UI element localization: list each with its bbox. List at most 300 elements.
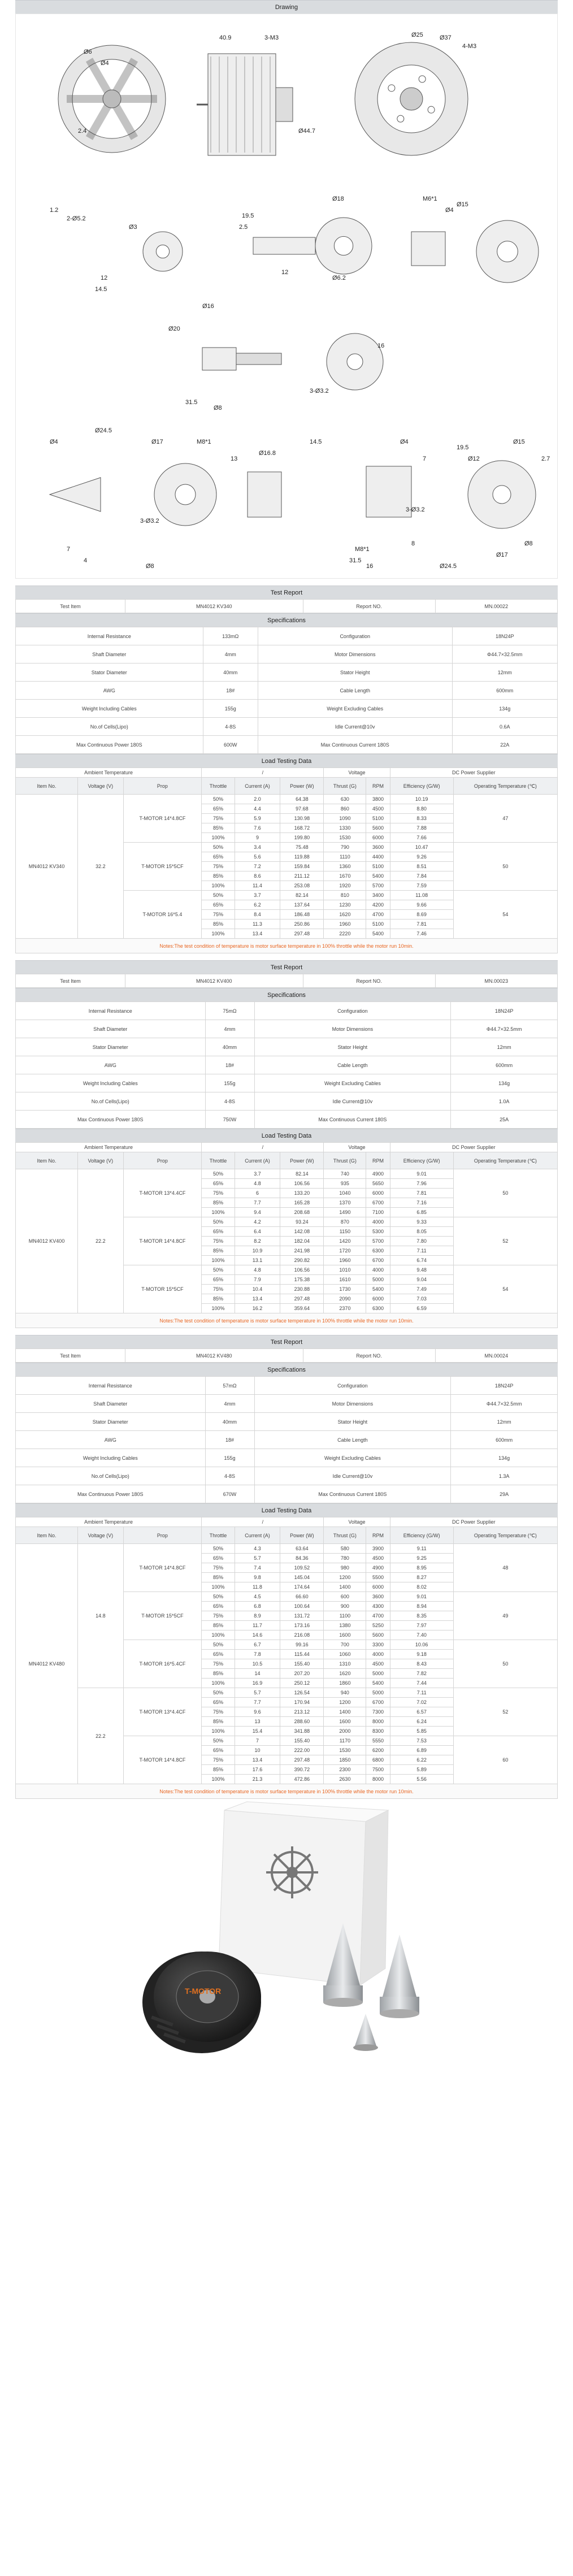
data-cell: 2090 [324, 1294, 366, 1304]
data-cell: 7.11 [390, 1246, 453, 1256]
spec-cell: 750W [205, 1111, 254, 1129]
temperature-cell: 54 [453, 891, 557, 939]
data-cell: 250.86 [280, 920, 324, 929]
data-cell: 6.85 [390, 1208, 453, 1217]
data-cell: 142.08 [280, 1227, 324, 1237]
data-cell: 50% [202, 1217, 235, 1227]
data-cell: 5650 [366, 1179, 390, 1189]
temperature-cell: 50 [453, 1169, 557, 1217]
data-cell: 980 [324, 1563, 366, 1573]
spec-row [16, 627, 558, 645]
data-cell: 6.59 [390, 1304, 453, 1313]
spec-row [16, 1092, 558, 1111]
data-cell: 5300 [366, 1227, 390, 1237]
drawing-title: Drawing [275, 4, 298, 11]
data-cell: 21.3 [235, 1775, 280, 1784]
data-cell: 9 [235, 833, 280, 843]
dimension-label: Ø18 [332, 196, 344, 202]
spec-cell: Stator Diameter [16, 1413, 206, 1431]
data-cell: 8000 [366, 1717, 390, 1727]
notes: Notes:The test condition of temperature is motor surface temperature in 100% throttle while the motor run 10min. [15, 1313, 558, 1328]
data-cell: 860 [324, 804, 366, 814]
adapter-side-view [202, 348, 236, 370]
column-header: Current (A) [235, 1527, 280, 1544]
spec-row [16, 1074, 558, 1092]
data-cell: 11.7 [235, 1621, 280, 1630]
data-cell: 1330 [324, 823, 366, 833]
spec-cell: Idle Current@10v [258, 718, 452, 736]
spec-cell: Idle Current@10v [254, 1467, 451, 1485]
data-cell: 1010 [324, 1265, 366, 1275]
data-cell: 7.02 [390, 1698, 453, 1707]
data-cell: 6300 [366, 1304, 390, 1313]
temperature-cell: 60 [453, 1736, 557, 1784]
voltage-cell: 32.2 [78, 795, 123, 939]
data-cell: 7.8 [235, 1650, 280, 1659]
data-cell: 6700 [366, 1698, 390, 1707]
column-header: Prop [123, 778, 202, 795]
dimension-label: 13 [231, 456, 238, 462]
data-cell: 85% [202, 823, 235, 833]
load-testing-table: Ambient Temperature / Voltage DC Power Supplier Item No. Voltage (V) Prop Throttle Current (A) Power (W) Thrust (G) RPM Efficiency (G/W) Operating Temperature (℃) MN4012 KV400 22.2 T-MOTOR 13*4.4CF 50% 3.7 82.14 740 4900 9.01 50 65% 4.8 106.56 935 5650 7.96 75% 6 133.20 1040 6000 7.81 85% 7.7 165.28 1370 6700 7.16 100% 9.4 208.68 1490 7100 6.85 T-MOTOR 14*4.8CF 50% 4.2 93.24 870 4000 9.33 52 65% 6.4 142.08 1150 5300 8.05 75% 8.2 182.04 1420 5700 7.80 85% 10.9 241.98 1720 6300 7.11 100% 13.1 290.82 1960 6700 6.74 T-MOTOR 15*5CF 50% 4.8 106.56 1010 4000 9.48 54 65% 7.9 175.38 1610 5000 9.04 75% 10.4 230.88 1730 5400 7.49 85% 13.4 297.48 2090 6000 7.03 100% 16.2 359.64 2370 6300 6.59 [15, 1142, 558, 1313]
data-cell: 75% [202, 910, 235, 920]
dimension-label: 7 [67, 546, 71, 553]
spec-cell: 29A [451, 1485, 558, 1503]
spec-cell: 600W [203, 736, 258, 754]
data-cell: 7.03 [390, 1294, 453, 1304]
data-cell: 1230 [324, 900, 366, 910]
dimension-label: Ø44.7 [298, 128, 315, 135]
prop-cell: T-MOTOR 16*5.4 [123, 891, 202, 939]
data-cell: 106.56 [280, 1179, 324, 1189]
load-testing-header: Load Testing Data [15, 754, 558, 767]
spec-cell: 22A [452, 736, 557, 754]
data-cell: 75% [202, 1611, 235, 1621]
data-cell: 6700 [366, 1198, 390, 1208]
data-cell: 50% [202, 1688, 235, 1698]
data-cell: 390.72 [280, 1765, 324, 1775]
data-cell: 297.48 [280, 1294, 324, 1304]
voltage-cell: 22.2 [78, 1688, 123, 1784]
data-cell: 1600 [324, 1717, 366, 1727]
data-cell: 9.18 [390, 1650, 453, 1659]
data-cell: 5100 [366, 814, 390, 823]
dimension-label: 3-Ø3.2 [310, 388, 329, 394]
data-cell: 75% [202, 1755, 235, 1765]
data-cell: 85% [202, 1573, 235, 1582]
spec-row [16, 736, 558, 754]
spec-row [16, 1485, 558, 1503]
column-header: RPM [366, 1527, 390, 1544]
data-cell: 165.28 [280, 1198, 324, 1208]
specifications-header: Specifications [15, 613, 558, 627]
dimension-label: M8*1 [355, 546, 370, 553]
data-cell: 5000 [366, 1669, 390, 1679]
data-cell: 11.3 [235, 920, 280, 929]
spec-cell: Stator Height [254, 1038, 451, 1056]
data-cell: 145.04 [280, 1573, 324, 1582]
data-cell: 75% [202, 1563, 235, 1573]
dimension-label: 3-Ø3.2 [140, 518, 159, 524]
spec-cell: Max Continuous Power 180S [16, 1485, 206, 1503]
spec-cell: 18N24P [452, 627, 557, 645]
product-box [219, 1802, 388, 1985]
spec-cell: Max Continuous Power 180S [16, 1111, 206, 1129]
data-cell: 11.8 [235, 1582, 280, 1592]
data-cell: 359.64 [280, 1304, 324, 1313]
data-cell: 9.01 [390, 1169, 453, 1179]
data-cell: 100% [202, 1304, 235, 1313]
data-cell: 100% [202, 881, 235, 891]
dimension-label: Ø12 [468, 456, 480, 462]
temperature-cell: 52 [453, 1217, 557, 1265]
column-header: Power (W) [280, 778, 324, 795]
data-cell: 3800 [366, 795, 390, 804]
data-cell: 7.40 [390, 1630, 453, 1640]
spec-cell: 57mΩ [205, 1377, 254, 1395]
data-cell: 2000 [324, 1727, 366, 1736]
spec-cell: Φ44.7×32.5mm [452, 645, 557, 663]
data-cell: 7.59 [390, 881, 453, 891]
data-cell: 64.38 [280, 795, 324, 804]
dimension-label: Ø8 [146, 563, 154, 570]
dimension-label: M6*1 [423, 196, 437, 202]
data-cell: 8.33 [390, 814, 453, 823]
data-cell: 50% [202, 1544, 235, 1554]
data-cell: 1200 [324, 1573, 366, 1582]
dimension-label: 4-M3 [462, 43, 477, 50]
data-cell: 9.4 [235, 1208, 280, 1217]
dimension-label: 19.5 [457, 444, 469, 451]
data-cell: 1100 [324, 1611, 366, 1621]
column-header: Power (W) [280, 1527, 324, 1544]
test-report-header: Test Report [15, 960, 558, 974]
data-cell: 11.4 [235, 881, 280, 891]
data-cell: 100% [202, 833, 235, 843]
prop-cell: T-MOTOR 13*4.4CF [123, 1169, 202, 1217]
load-testing-header: Load Testing Data [15, 1503, 558, 1517]
data-cell: 155.40 [280, 1659, 324, 1669]
data-cell: 100% [202, 1727, 235, 1736]
spec-row [16, 1467, 558, 1485]
data-cell: 9.26 [390, 852, 453, 862]
spec-cell: Weight Excluding Cables [254, 1074, 451, 1092]
dimension-label: 3-Ø3.2 [406, 506, 425, 513]
data-cell: 10.19 [390, 795, 453, 804]
data-cell: 4.3 [235, 1544, 280, 1554]
data-cell: 16.9 [235, 1679, 280, 1688]
spec-cell: Stator Height [254, 1413, 451, 1431]
data-cell: 13.4 [235, 1755, 280, 1765]
column-header: Prop [123, 1527, 202, 1544]
data-cell: 9.11 [390, 1544, 453, 1554]
dimension-label: 4 [84, 557, 88, 564]
data-cell: 241.98 [280, 1246, 324, 1256]
dimension-label: 40.9 [219, 34, 232, 41]
dimension-label: Ø16.8 [259, 450, 276, 457]
spec-cell: Weight Including Cables [16, 700, 203, 718]
data-cell: 199.80 [280, 833, 324, 843]
data-cell: 100% [202, 1630, 235, 1640]
column-header: Throttle [202, 1527, 235, 1544]
spec-cell: Max Continuous Current 180S [254, 1485, 451, 1503]
spec-row [16, 700, 558, 718]
column-header: Throttle [202, 1152, 235, 1169]
data-cell: 13.4 [235, 929, 280, 939]
dimension-label: Ø6.2 [332, 275, 346, 281]
data-cell: 63.64 [280, 1544, 324, 1554]
data-cell: 1150 [324, 1227, 366, 1237]
spec-row [16, 1038, 558, 1056]
data-cell: 5700 [366, 881, 390, 891]
data-cell: 5.6 [235, 852, 280, 862]
data-cell: 7.96 [390, 1179, 453, 1189]
column-header: Voltage (V) [78, 1527, 123, 1544]
data-cell: 10.47 [390, 843, 453, 852]
data-cell: 7 [235, 1736, 280, 1746]
data-cell: 1960 [324, 920, 366, 929]
data-cell: 8000 [366, 1775, 390, 1784]
dimension-label: Ø17 [151, 439, 163, 445]
spec-row [16, 645, 558, 663]
spec-cell: Internal Resistance [16, 1002, 206, 1020]
data-cell: 7.97 [390, 1621, 453, 1630]
data-cell: 780 [324, 1554, 366, 1563]
data-cell: 97.68 [280, 804, 324, 814]
spec-cell: AWG [16, 682, 203, 700]
dimension-label: Ø8 [214, 405, 222, 411]
data-cell: 6300 [366, 1246, 390, 1256]
data-cell: 5.7 [235, 1688, 280, 1698]
column-header: Thrust (G) [324, 1152, 366, 1169]
data-cell: 8.9 [235, 1611, 280, 1621]
data-cell: 4900 [366, 1169, 390, 1179]
spec-cell: Shaft Diameter [16, 645, 203, 663]
temperature-cell: 50 [453, 1640, 557, 1688]
data-cell: 14.6 [235, 1630, 280, 1640]
data-cell: 7.46 [390, 929, 453, 939]
dimension-label: 2.7 [541, 456, 550, 462]
data-cell: 4000 [366, 1650, 390, 1659]
spec-row [16, 1002, 558, 1020]
data-cell: 109.52 [280, 1563, 324, 1573]
data-cell: 6.8 [235, 1602, 280, 1611]
spec-cell: 4mm [205, 1020, 254, 1038]
column-header: Efficiency (G/W) [390, 1152, 453, 1169]
motor-side-view [208, 54, 276, 155]
data-cell: 7.84 [390, 871, 453, 881]
column-header: Item No. [16, 1152, 78, 1169]
data-cell: 940 [324, 1688, 366, 1698]
data-cell: 4.8 [235, 1265, 280, 1275]
spec-cell: 40mm [205, 1413, 254, 1431]
data-cell: 1960 [324, 1256, 366, 1265]
specifications-table [15, 1001, 558, 1129]
data-cell: 173.16 [280, 1621, 324, 1630]
data-cell: 4.2 [235, 1217, 280, 1227]
dimension-label: Ø3 [129, 224, 137, 231]
table-row [16, 795, 558, 804]
data-cell: 75% [202, 1237, 235, 1246]
data-cell: 5250 [366, 1621, 390, 1630]
data-cell: 168.72 [280, 823, 324, 833]
spec-cell: 134g [451, 1074, 558, 1092]
prop-cell: T-MOTOR 15*5CF [123, 1592, 202, 1640]
data-cell: 8.80 [390, 804, 453, 814]
data-cell: 13.1 [235, 1256, 280, 1265]
data-cell: 6000 [366, 1189, 390, 1198]
data-cell: 222.00 [280, 1746, 324, 1755]
data-cell: 790 [324, 843, 366, 852]
column-header: Efficiency (G/W) [390, 1527, 453, 1544]
spec-cell: Max Continuous Current 180S [254, 1111, 451, 1129]
data-cell: 1040 [324, 1189, 366, 1198]
data-cell: 65% [202, 1227, 235, 1237]
data-cell: 16.2 [235, 1304, 280, 1313]
spec-cell: No.of Cells(Lipo) [16, 1092, 206, 1111]
dimension-label: 3-M3 [264, 34, 279, 41]
data-cell: 3400 [366, 891, 390, 900]
spec-cell: 155g [205, 1074, 254, 1092]
data-cell: 2370 [324, 1304, 366, 1313]
data-cell: 1600 [324, 1630, 366, 1640]
data-cell: 700 [324, 1640, 366, 1650]
data-cell: 6.74 [390, 1256, 453, 1265]
data-cell: 7.16 [390, 1198, 453, 1208]
spec-cell: 1.0A [451, 1092, 558, 1111]
column-header: Voltage (V) [78, 1152, 123, 1169]
data-cell: 75% [202, 1285, 235, 1294]
data-cell: 15.4 [235, 1727, 280, 1736]
spec-cell: 670W [205, 1485, 254, 1503]
data-cell: 213.12 [280, 1707, 324, 1717]
data-cell: 50% [202, 1640, 235, 1650]
table-row [16, 1544, 558, 1554]
column-header: Operating Temperature (℃) [453, 1527, 557, 1544]
data-cell: 4400 [366, 852, 390, 862]
data-cell: 7.7 [235, 1698, 280, 1707]
data-cell: 4700 [366, 1611, 390, 1621]
data-cell: 9.6 [235, 1707, 280, 1717]
temperature-cell: 52 [453, 1688, 557, 1736]
data-cell: 1380 [324, 1621, 366, 1630]
prop-cell: T-MOTOR 14*4.8CF [123, 1544, 202, 1592]
data-cell: 65% [202, 1650, 235, 1659]
column-header: Efficiency (G/W) [390, 778, 453, 795]
spec-cell: Cable Length [254, 1431, 451, 1449]
data-cell: 3600 [366, 843, 390, 852]
data-cell: 75% [202, 862, 235, 871]
data-cell: 8.6 [235, 871, 280, 881]
data-cell: 50% [202, 1169, 235, 1179]
spec-cell: 18# [205, 1431, 254, 1449]
data-cell: 9.66 [390, 900, 453, 910]
data-cell: 7.7 [235, 1198, 280, 1208]
data-cell: 1310 [324, 1659, 366, 1669]
data-cell: 1850 [324, 1755, 366, 1765]
data-cell: 100% [202, 1775, 235, 1784]
data-cell: 7500 [366, 1765, 390, 1775]
temperature-cell: 54 [453, 1265, 557, 1313]
data-cell: 5600 [366, 1630, 390, 1640]
spec-cell: 25A [451, 1111, 558, 1129]
data-cell: 126.54 [280, 1688, 324, 1698]
data-cell: 5400 [366, 1285, 390, 1294]
data-cell: 159.84 [280, 862, 324, 871]
spec-cell: 600mm [451, 1056, 558, 1074]
spec-cell: Max Continuous Power 180S [16, 736, 203, 754]
dimension-label: Ø6 [84, 49, 92, 55]
data-cell: 65% [202, 1554, 235, 1563]
spec-cell: 4mm [205, 1395, 254, 1413]
specifications-header: Specifications [15, 1363, 558, 1376]
data-cell: 82.14 [280, 891, 324, 900]
dimension-label: 12 [281, 269, 289, 276]
specifications-table [15, 1376, 558, 1503]
test-report-header: Test Report [15, 1335, 558, 1348]
data-cell: 5400 [366, 1679, 390, 1688]
data-cell: 935 [324, 1179, 366, 1189]
data-cell: 99.16 [280, 1640, 324, 1650]
data-cell: 10.9 [235, 1246, 280, 1256]
data-cell: 3.7 [235, 891, 280, 900]
column-header: Voltage (V) [78, 778, 123, 795]
spec-cell: 4-8S [205, 1467, 254, 1485]
data-cell: 5.89 [390, 1765, 453, 1775]
spec-cell: 12mm [451, 1038, 558, 1056]
data-cell: 65% [202, 1698, 235, 1707]
data-cell: 75.48 [280, 843, 324, 852]
spec-cell: Internal Resistance [16, 627, 203, 645]
data-cell: 8.02 [390, 1582, 453, 1592]
prop-cell: T-MOTOR 15*5CF [123, 1265, 202, 1313]
data-cell: 133.20 [280, 1189, 324, 1198]
data-cell: 13.4 [235, 1294, 280, 1304]
spec-cell: Configuration [258, 627, 452, 645]
data-cell: 85% [202, 871, 235, 881]
data-cell: 8300 [366, 1727, 390, 1736]
data-cell: 85% [202, 1198, 235, 1208]
data-cell: 2630 [324, 1775, 366, 1784]
data-cell: 208.68 [280, 1208, 324, 1217]
spec-row [16, 682, 558, 700]
data-cell: 1730 [324, 1285, 366, 1294]
dimension-label: Ø4 [101, 60, 109, 67]
product-page [15, 0, 558, 2070]
data-cell: 216.08 [280, 1630, 324, 1640]
data-cell: 9.33 [390, 1217, 453, 1227]
data-cell: 75% [202, 1189, 235, 1198]
spec-row [16, 1413, 558, 1431]
table-row [16, 1688, 558, 1698]
spec-row [16, 718, 558, 736]
spec-cell: 134g [451, 1449, 558, 1467]
data-cell: 6.24 [390, 1717, 453, 1727]
specifications-table [15, 627, 558, 754]
dimension-label: 2.5 [239, 224, 248, 231]
data-cell: 1530 [324, 1746, 366, 1755]
data-cell: 1620 [324, 1669, 366, 1679]
test-item-table: Test Item MN4012 KV400 Report NO. MN.00023 [15, 974, 558, 988]
spec-cell: No.of Cells(Lipo) [16, 718, 203, 736]
data-cell: 288.60 [280, 1717, 324, 1727]
data-cell: 580 [324, 1544, 366, 1554]
data-cell: 100% [202, 1256, 235, 1265]
data-cell: 5550 [366, 1736, 390, 1746]
voltage-cell: 22.2 [78, 1169, 123, 1313]
table-row [16, 1169, 558, 1179]
dimension-label: 1.2 [50, 207, 59, 214]
